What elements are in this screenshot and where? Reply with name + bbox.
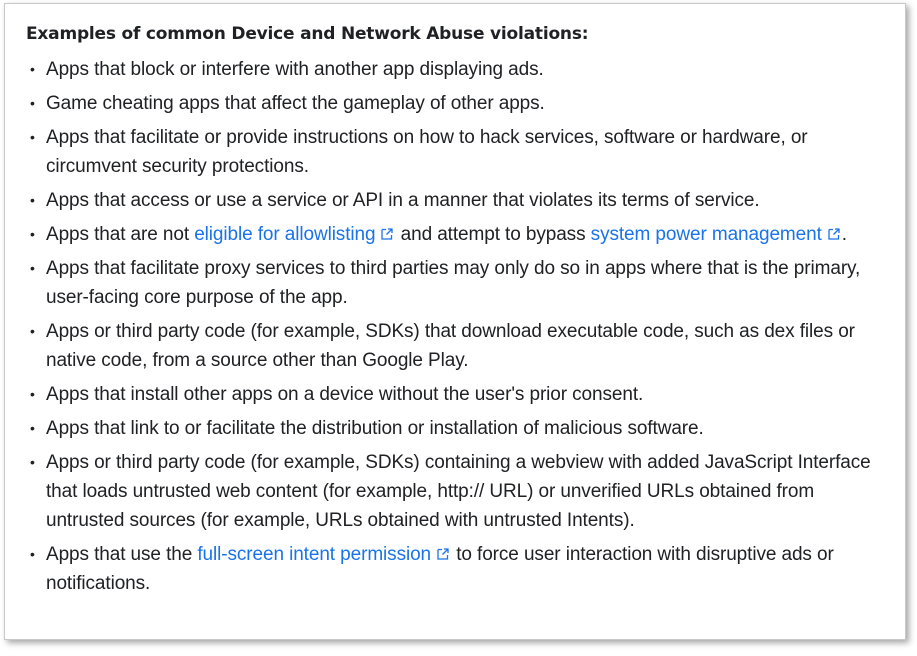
bullet: • [30, 323, 35, 339]
list-item [26, 89, 896, 118]
list-item [26, 186, 896, 215]
bullet: • [30, 454, 35, 470]
list-item-text: Apps or third party code (for example, SDKs) containing a webview with added JavaScript Interface that loads untrusted web content (for example, http:// URL) or unverified URLs obtained from untrusted sources (for example, URLs obtained with untrusted Intents). [46, 452, 871, 531]
system-power-management-link[interactable] [591, 224, 842, 245]
eligible-for-allowlisting-link[interactable] [194, 224, 395, 245]
bullet: • [30, 386, 35, 402]
bullet: • [30, 420, 35, 436]
list-item-text: Apps that are not [46, 224, 195, 245]
external-link-icon[interactable] [437, 548, 449, 560]
list-item-text: Apps that link to or facilitate the distribution or installation of malicious software. [46, 418, 704, 439]
list-item-text: Game cheating apps that affect the gameplay of other apps. [46, 93, 545, 114]
list-item [26, 448, 896, 535]
list-item-text: Apps that install other apps on a device without the user's prior consent. [46, 384, 644, 405]
list-item-text: Apps or third party code (for example, SDKs) that download executable code, such as dex files or native code, from a source other than Google Play. [46, 321, 855, 371]
external-link-icon[interactable] [381, 228, 393, 240]
list-item-text: Apps that block or interfere with another app displaying ads. [46, 59, 544, 80]
full-screen-intent-permission-link[interactable] [197, 544, 451, 565]
violations-list [26, 55, 896, 598]
list-item [26, 123, 896, 181]
list-item-text: Apps that use the [46, 544, 198, 565]
bullet: • [30, 260, 35, 276]
link-text[interactable]: full-screen intent permission [197, 544, 432, 565]
bullet: • [30, 95, 35, 111]
list-item-text: Apps that facilitate proxy services to third parties may only do so in apps where that is the primary, user-facing core purpose of the app. [46, 258, 861, 308]
list-item-text: Apps that facilitate or provide instructions on how to hack services, software or hardware, or circumvent security protections. [46, 127, 808, 177]
bullet: • [30, 129, 35, 145]
list-item-text: and attempt to bypass [395, 224, 591, 245]
list-item [26, 540, 896, 598]
list-item [26, 317, 896, 375]
list-item-text: to force user interaction with disruptive ads or notifications. [46, 544, 834, 594]
list-item [26, 380, 896, 409]
bullet: • [30, 546, 35, 562]
policy-section [26, 21, 896, 603]
link-text[interactable]: system power management [590, 224, 822, 245]
list-item-text: Apps that access or use a service or API in a manner that violates its terms of service. [46, 190, 760, 211]
content-card [4, 3, 906, 640]
bullet: • [30, 192, 35, 208]
list-item-text: . [841, 224, 847, 245]
link-text[interactable]: eligible for allowlisting [194, 224, 376, 245]
list-item [26, 254, 896, 312]
list-item [26, 414, 896, 443]
external-link-icon[interactable] [828, 228, 840, 240]
section-heading: Examples of common Device and Network Abuse violations: [26, 24, 589, 44]
list-item [26, 220, 896, 249]
list-item [26, 55, 896, 84]
bullet: • [30, 226, 35, 242]
bullet: • [30, 61, 35, 77]
